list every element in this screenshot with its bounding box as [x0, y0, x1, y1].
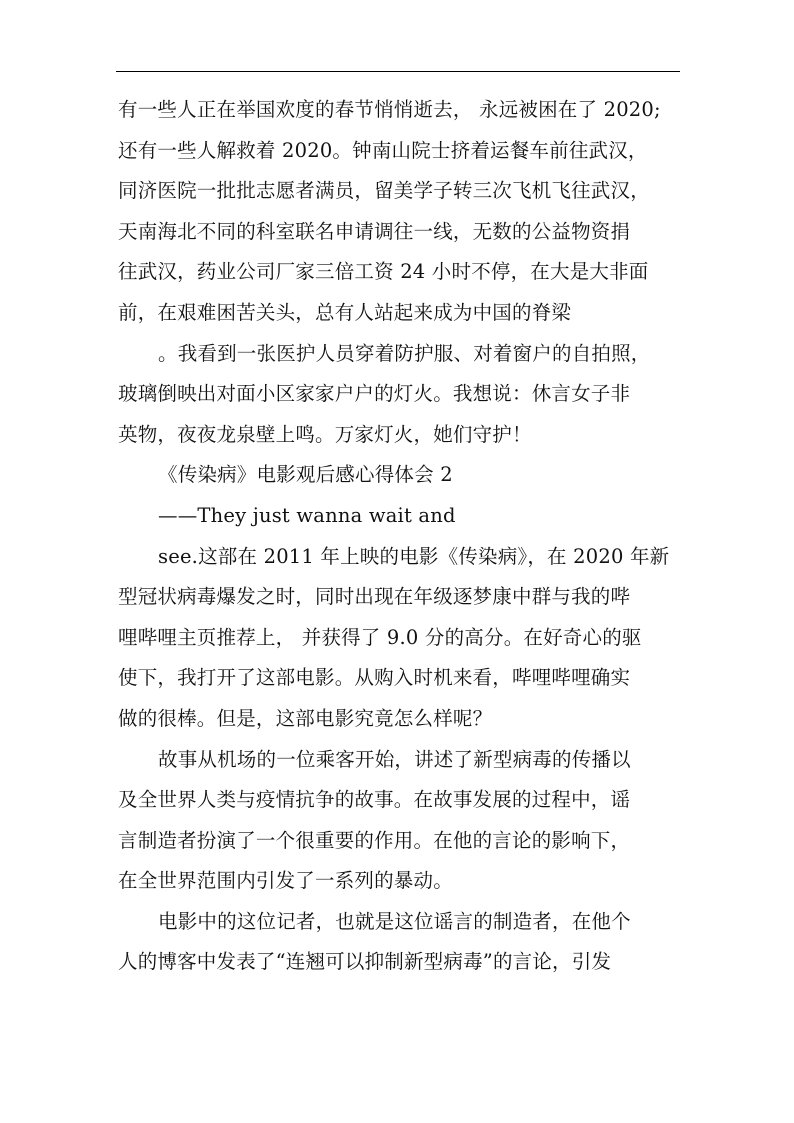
header-rule	[116, 71, 680, 72]
text-line: 型冠状病毒爆发之时，同时出现在年级逐梦康中群与我的哔	[118, 585, 631, 609]
text-line: 同济医院一批批志愿者满员，留美学子转三次飞机飞往武汉，	[118, 179, 650, 203]
text-line: 。我看到一张医护人员穿着防护服、对着窗户的自拍照，	[158, 341, 651, 365]
text-line: 言制造者扮演了一个很重要的作用。在他的言论的影响下，	[118, 828, 631, 852]
text-line: 在全世界范围内引发了一系列的暴动。	[118, 869, 453, 893]
text-line: 《传染病》电影观后感心得体会 2	[158, 463, 453, 487]
text-line: 人的博客中发表了“连翘可以抑制新型病毒”的言论，引发	[118, 950, 612, 974]
text-line: 天南海北不同的科室联名申请调往一线，无数的公益物资捐	[118, 219, 631, 243]
text-line: 使下，我打开了这部电影。从购入时机来看，哔哩哔哩确实	[118, 666, 631, 690]
text-line: 英物，夜夜龙泉壁上鸣。万家灯火，她们守护！	[118, 422, 532, 446]
text-line: 玻璃倒映出对面小区家家户户的灯火。我想说：休言女子非	[118, 382, 631, 406]
text-line: 做的很棒。但是，这部电影究竟怎么样呢？	[118, 706, 493, 730]
text-line: 故事从机场的一位乘客开始，讲述了新型病毒的传播以	[158, 747, 631, 771]
text-line: 及全世界人类与疫情抗争的故事。在故事发展的过程中，谣	[118, 788, 631, 812]
text-line: 往武汉，药业公司厂家三倍工资 24 小时不停，在大是大非面	[118, 260, 649, 284]
text-line: 有一些人正在举国欢度的春节悄悄逝去， 永远被困在了 2020;	[118, 98, 661, 121]
text-line: ——They just wanna wait and	[158, 503, 456, 527]
text-line: 前，在艰难困苦关头，总有人站起来成为中国的脊梁	[118, 300, 572, 324]
text-line: see.这部在 2011 年上映的电影《传染病》，在 2020 年新	[158, 544, 670, 568]
body-text	[118, 90, 698, 983]
text-line: 还有一些人解救着 2020。钟南山院士挤着运餐车前往武汉，	[118, 138, 648, 162]
text-line: 哩哔哩主页推荐上， 并获得了 9.0 分的高分。在好奇心的驱	[118, 625, 642, 649]
text-line: 电影中的这位记者，也就是这位谣言的制造者，在他个	[158, 909, 631, 933]
